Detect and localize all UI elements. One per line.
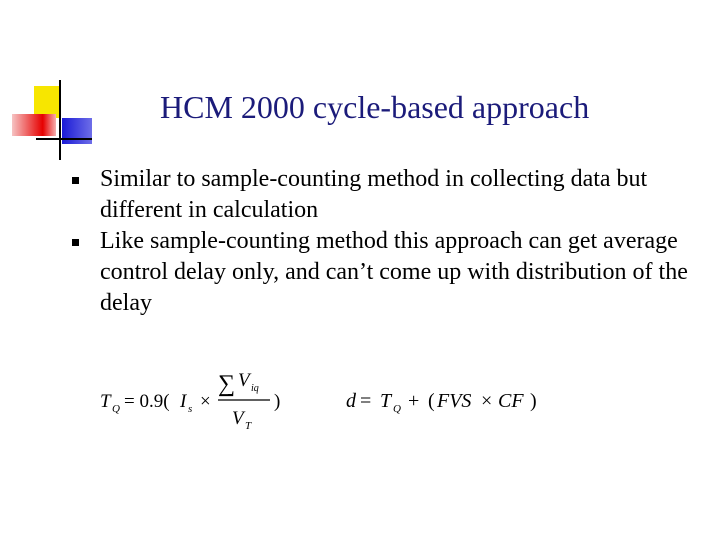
formula-times-sign: × <box>200 391 211 412</box>
formula-is-subscript: s <box>188 403 193 415</box>
formula-cf-symbol: CF <box>498 390 524 412</box>
square-bullet-icon <box>72 239 79 246</box>
bullet-item <box>70 164 690 226</box>
blue-square-decoration <box>62 118 92 144</box>
formula-d-symbol: d <box>346 390 356 412</box>
formula-t-symbol: T <box>380 390 392 412</box>
formula-tq-symbol: T <box>100 391 111 412</box>
bullet-list <box>70 164 690 319</box>
horizontal-line-decoration <box>36 138 92 140</box>
square-bullet-icon <box>72 177 79 184</box>
formula-viq-symbol: V <box>238 370 250 391</box>
formula-viq-subscript: iq <box>251 383 259 394</box>
formula-coefficient: = 0.9( <box>124 391 170 412</box>
bullet-item <box>70 226 690 319</box>
red-square-decoration <box>12 114 56 136</box>
formula-close-paren: ) <box>530 390 537 412</box>
formula-vt-subscript: T <box>245 420 252 432</box>
formula-fvs-symbol: FVS <box>437 390 472 412</box>
control-delay-formula <box>344 366 554 436</box>
formula-tq-subscript: Q <box>112 403 120 415</box>
formula-t-subscript: Q <box>393 403 401 415</box>
queue-delay-formula <box>100 366 300 436</box>
formula-vt-symbol: V <box>232 408 244 429</box>
formula-open-paren: ( <box>428 390 435 412</box>
bullet-text: Like sample-counting method this approach can get average control delay only, and can’t come up with distribution of the delay <box>100 228 688 316</box>
slide-title: HCM 2000 cycle-based approach <box>160 89 590 125</box>
formula-equals-sign: = <box>360 390 372 412</box>
formula-sum-sign: ∑ <box>218 371 236 397</box>
bullet-text: Similar to sample-counting method in collecting data but different in calculation <box>100 166 648 223</box>
decorative-logo <box>0 0 100 170</box>
vertical-line-decoration <box>59 80 61 160</box>
formula-close-paren: ) <box>274 391 281 412</box>
formula-times-sign: × <box>481 390 493 412</box>
formula-is-symbol: I <box>180 391 187 412</box>
formula-plus-sign: + <box>408 390 420 412</box>
